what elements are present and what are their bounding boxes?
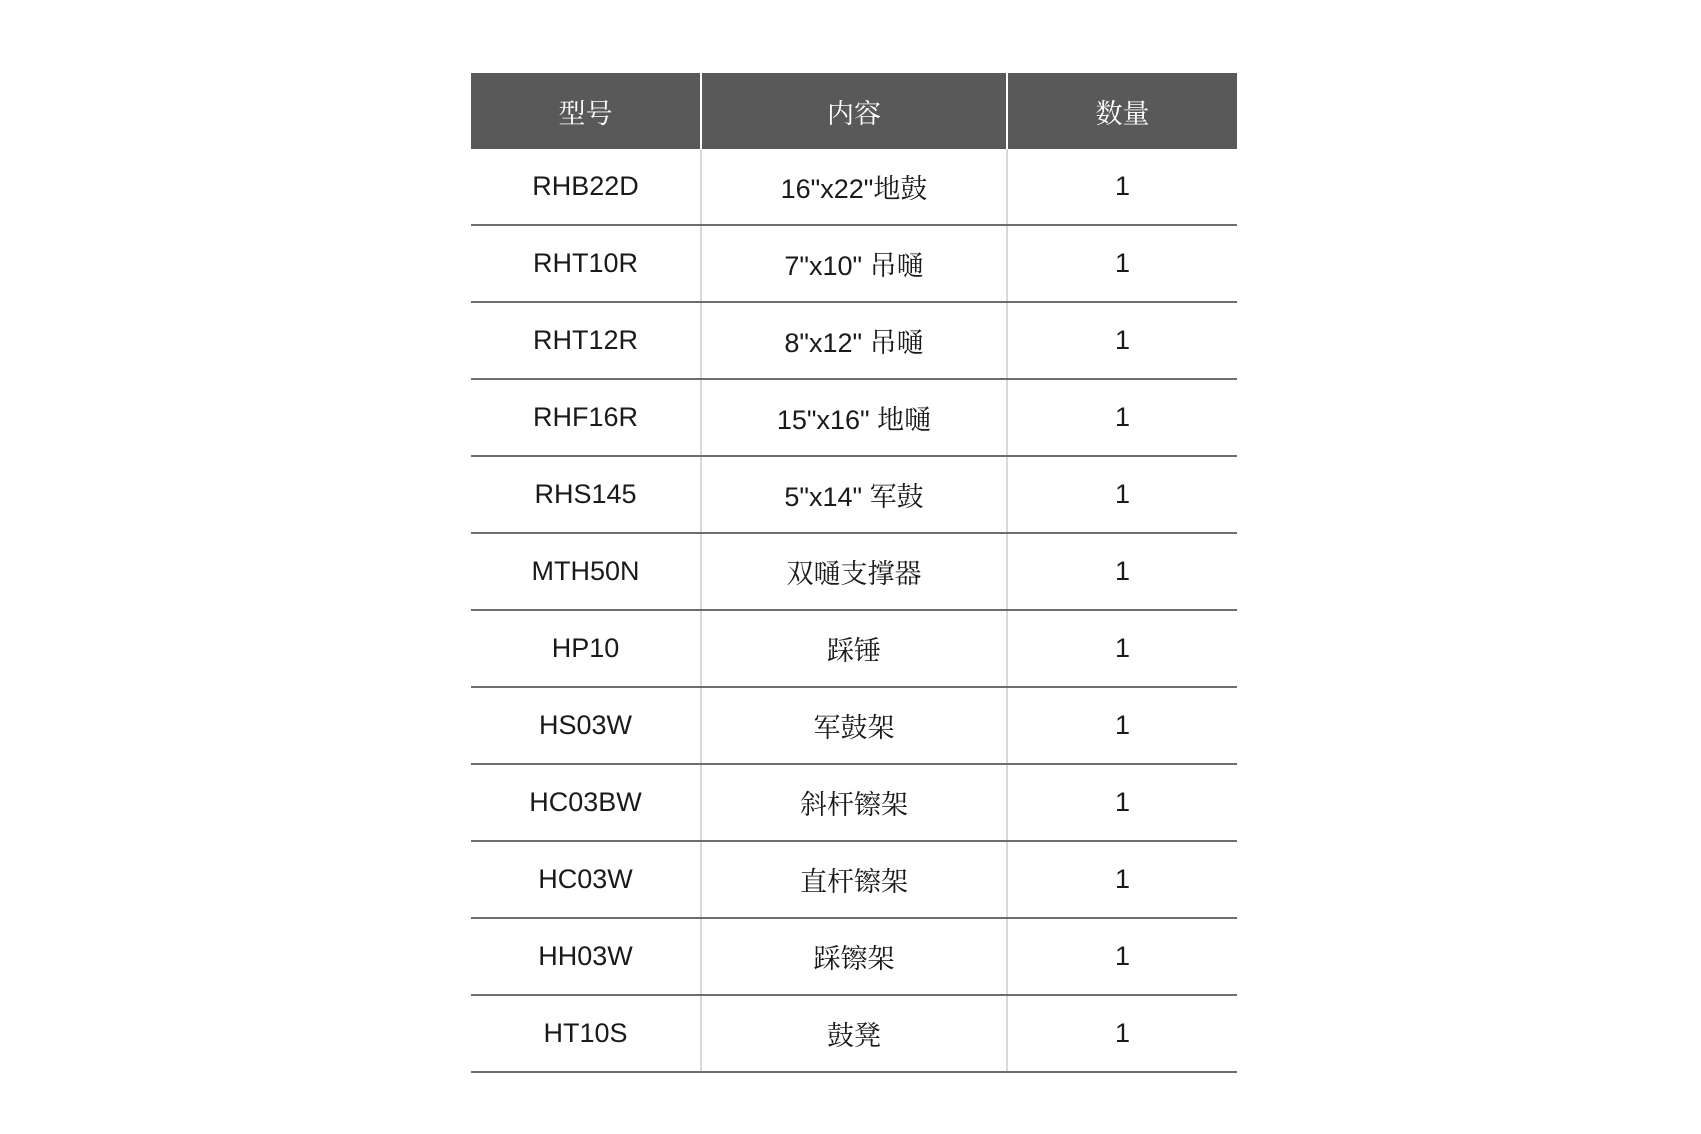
- table-row: [471, 764, 1237, 841]
- table-row: [471, 918, 1237, 995]
- header-model: 型号: [471, 73, 701, 149]
- cell-model: HC03BW: [471, 764, 701, 841]
- cell-content: 双嗵支撑器: [701, 533, 1007, 610]
- cell-quantity: 1: [1007, 610, 1237, 687]
- cell-content: 鼓凳: [701, 995, 1007, 1072]
- cell-quantity: 1: [1007, 302, 1237, 379]
- table-row: [471, 995, 1237, 1072]
- cell-quantity: 1: [1007, 225, 1237, 302]
- cell-content: 军鼓架: [701, 687, 1007, 764]
- cell-quantity: 1: [1007, 841, 1237, 918]
- cell-model: RHB22D: [471, 149, 701, 225]
- cell-content: 8"x12" 吊嗵: [701, 302, 1007, 379]
- cell-model: HC03W: [471, 841, 701, 918]
- table-row: [471, 302, 1237, 379]
- cell-quantity: 1: [1007, 764, 1237, 841]
- cell-content: 斜杆镲架: [701, 764, 1007, 841]
- header-content: 内容: [701, 73, 1007, 149]
- cell-model: RHT12R: [471, 302, 701, 379]
- cell-content: 16"x22"地鼓: [701, 149, 1007, 225]
- cell-quantity: 1: [1007, 149, 1237, 225]
- table-row: [471, 610, 1237, 687]
- table-row: [471, 379, 1237, 456]
- cell-content: 15"x16" 地嗵: [701, 379, 1007, 456]
- parts-table: [471, 73, 1237, 1073]
- cell-model: HT10S: [471, 995, 701, 1072]
- cell-model: HH03W: [471, 918, 701, 995]
- cell-content: 7"x10" 吊嗵: [701, 225, 1007, 302]
- cell-quantity: 1: [1007, 995, 1237, 1072]
- cell-model: HP10: [471, 610, 701, 687]
- cell-quantity: 1: [1007, 687, 1237, 764]
- cell-model: HS03W: [471, 687, 701, 764]
- cell-model: RHT10R: [471, 225, 701, 302]
- cell-quantity: 1: [1007, 918, 1237, 995]
- cell-content: 踩锤: [701, 610, 1007, 687]
- cell-content: 踩镲架: [701, 918, 1007, 995]
- cell-quantity: 1: [1007, 379, 1237, 456]
- table-row: [471, 149, 1237, 225]
- header-quantity: 数量: [1007, 73, 1237, 149]
- cell-model: MTH50N: [471, 533, 701, 610]
- cell-content: 5"x14" 军鼓: [701, 456, 1007, 533]
- cell-quantity: 1: [1007, 456, 1237, 533]
- cell-content: 直杆镲架: [701, 841, 1007, 918]
- table-row: [471, 841, 1237, 918]
- table-header-row: [471, 73, 1237, 149]
- table-row: [471, 687, 1237, 764]
- cell-model: RHF16R: [471, 379, 701, 456]
- cell-model: RHS145: [471, 456, 701, 533]
- table-row: [471, 456, 1237, 533]
- table-row: [471, 225, 1237, 302]
- cell-quantity: 1: [1007, 533, 1237, 610]
- table-row: [471, 533, 1237, 610]
